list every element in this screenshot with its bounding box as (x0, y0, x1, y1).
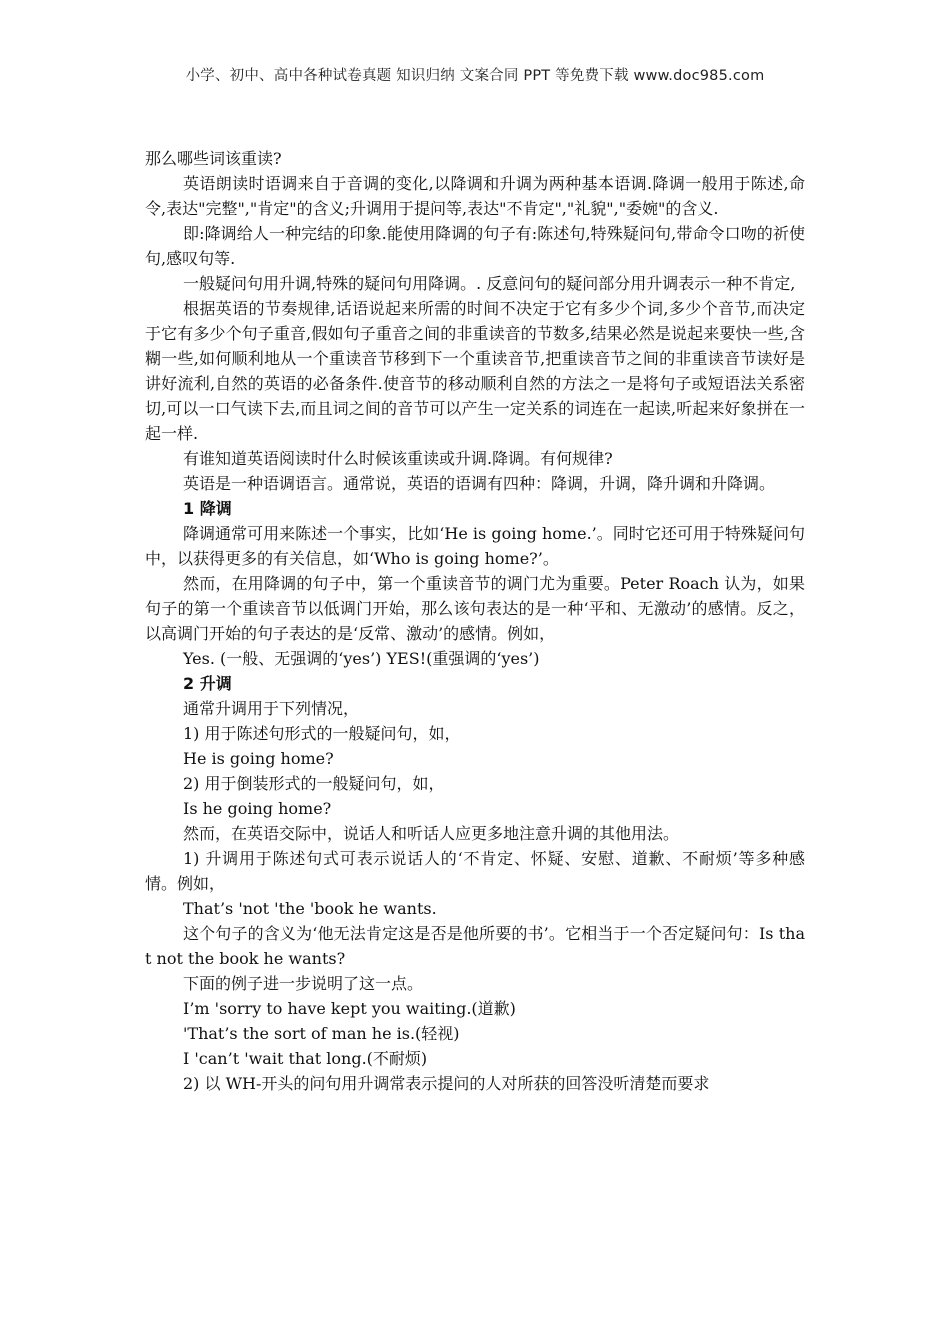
paragraph: 英语是一种语调语言。通常说，英语的语调有四种：降调，升调，降升调和升降调。 (183, 474, 776, 493)
list-item: 1) 升调用于陈述句式可表示说话人的‘不肯定、怀疑、安慰、道歉、不耐烦’等多种感情。例如， (145, 849, 805, 893)
paragraph: 即:降调给人一种完结的印象.能使用降调的句子有:陈述句,特殊疑问句,带命令口吻的祈使句,感叹句等. (145, 224, 805, 268)
paragraph: 一般疑问句用升调,特殊的疑问句用降调。. 反意问句的疑问部分用升调表示一种不肯定, (183, 274, 796, 293)
paragraph: 下面的例子进一步说明了这一点。 (183, 974, 424, 993)
list-item: 2) 以 WH-开头的问句用升调常表示提问的人对所获的回答没听清楚而要求 (183, 1074, 710, 1093)
paragraph: 这个句子的含义为‘他无法肯定这是否是他所要的书’。它相当于一个否定疑问句：Is that not the book he wants? (145, 924, 805, 968)
example-line: Yes. (一般、无强调的‘yes’) YES!(重强调的‘yes’) (183, 649, 540, 668)
paragraph: 然而，在英语交际中，说话人和听话人应更多地注意升调的其他用法。 (183, 824, 680, 843)
paragraph: 英语朗读时语调来自于音调的变化,以降调和升调为两种基本语调.降调一般用于陈述,命令,表达"完整","肯定"的含义;升调用于提问等,表达"不肯定","礼貌","委婉"的含义. (145, 174, 805, 218)
section-heading: 1 降调 (183, 499, 232, 518)
example-line: I’m 'sorry to have kept you waiting.(道歉) (183, 999, 516, 1018)
paragraph: 有谁知道英语阅读时什么时候该重读或升调.降调。有何规律? (183, 449, 613, 468)
paragraph: 通常升调用于下列情况， (183, 699, 360, 718)
paragraph: 那么哪些词该重读? (145, 149, 282, 168)
document-body (145, 146, 805, 1096)
section-heading: 2 升调 (183, 674, 232, 693)
example-line: I 'can’t 'wait that long.(不耐烦) (183, 1049, 428, 1068)
paragraph: 根据英语的节奏规律,话语说起来所需的时间不决定于它有多少个词,多少个音节,而决定于它有多少个句子重音,假如句子重音之间的非重读音的节数多,结果必然是说起来要快一些,含糊一些,如何顺利地从一个重读音节移到下一个重读音节,把重读音节之间的非重读音节读好是讲好流利,自然的英语的必备条件.使音节的移动顺利自然的方法之一是将句子或短语法关系密切,可以一口气读下去,而且词之间的音节可以产生一定关系的词连在一起读,听起来好象拼在一起一样. (145, 299, 805, 443)
example-line: That’s 'not 'the 'book he wants. (183, 899, 437, 918)
example-line: 'That’s the sort of man he is.(轻视) (183, 1024, 460, 1043)
list-item: 2) 用于倒装形式的一般疑问句，如， (183, 774, 445, 793)
page-header-watermark: 小学、初中、高中各种试卷真题 知识归纳 文案合同 PPT 等免费下载 www.doc985.com (185, 68, 765, 84)
list-item: 1) 用于陈述句形式的一般疑问句，如， (183, 724, 461, 743)
example-line: He is going home? (183, 749, 334, 768)
paragraph: 然而，在用降调的句子中，第一个重读音节的调门尤为重要。Peter Roach 认为，如果句子的第一个重读音节以低调门开始，那么该句表达的是一种‘平和、无激动’的感情。反之，以高调门开始的句子表达的是‘反常、激动’的感情。例如， (145, 574, 805, 643)
example-line: Is he going home? (183, 799, 332, 818)
paragraph: 降调通常可用来陈述一个事实，比如‘He is going home.’。同时它还可用于特殊疑问句中，以获得更多的有关信息，如‘Who is going home?’。 (145, 524, 805, 568)
